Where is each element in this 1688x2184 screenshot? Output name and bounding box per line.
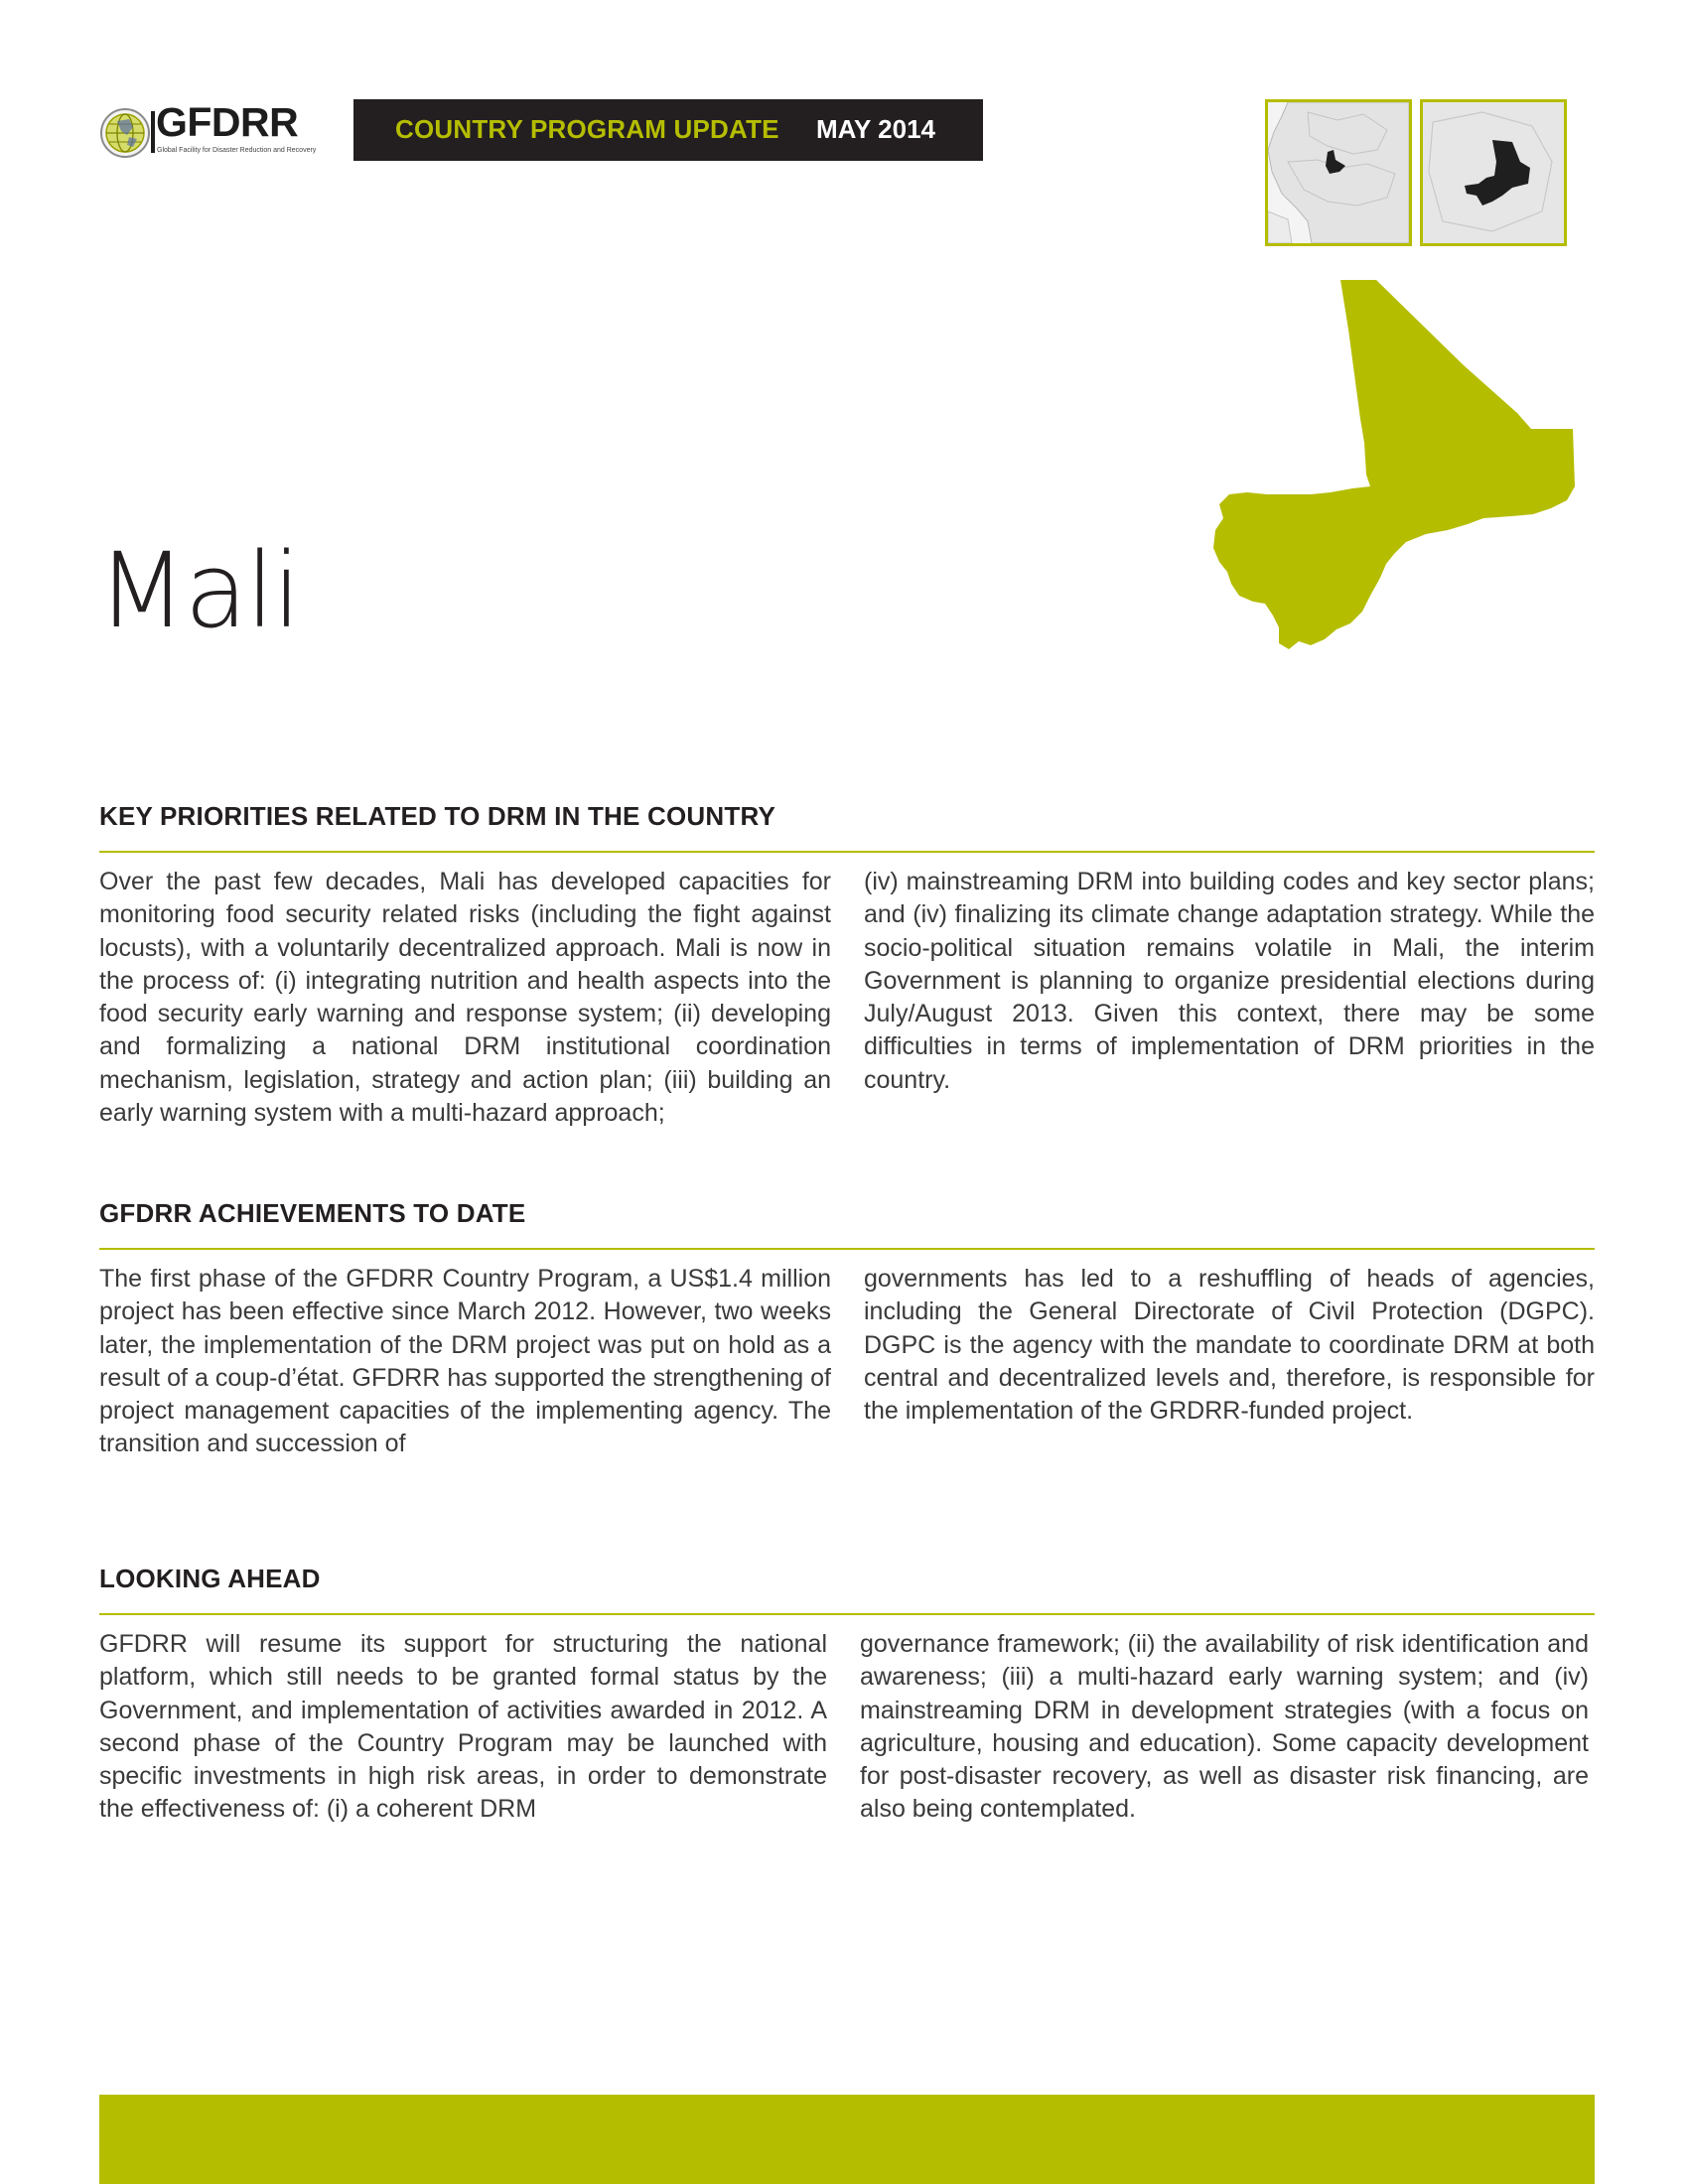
achievements-column-2: governments has led to a reshuffling of heads of agencies, including the General Directorate of Civil Protection (DGPC). DGPC is the agency with the mandate to coordinate DRM at both central and decentralized levels and, therefore, is responsible for the implementation of the GRDRR-funded project. [864, 1265, 1595, 1426]
key-priorities-column-1: Over the past few decades, Mali has developed capacities for monitoring food security related risks (including the fight against locusts), with a voluntarily decentralized approach. Mali is now in the process of: (i) integrating nutrition and health aspects into the food security early warning and response system; (ii) developing and formalizing a national DRM institutional coordination mechanism, legislation, strategy and action plan; (iii) building an early warning system with a multi-hazard approach; [99, 868, 831, 1128]
looking-ahead-column-1: GFDRR will resume its support for structuring the national platform, which still needs to be granted formal status by the Government, and implementation of activities awarded in 2012. A second phase of the Country Program may be launched with specific investments in high risk areas, in order to demonstrate the effectiveness of: (i) a coherent DRM [99, 1630, 827, 1824]
looking-ahead-column-2: governance framework; (ii) the availability of risk identification and awareness; (iii) a multi-hazard early warning system; and (iv) mainstreaming DRM in development strategies (with a focus on agriculture, housing and education). Some capacity development for post-disaster recovery, as well as disaster risk financing, are also being contemplated. [860, 1630, 1589, 1824]
banner-label: COUNTRY PROGRAM UPDATE [395, 114, 779, 144]
section-rule [99, 851, 1595, 853]
section-heading-key-priorities: KEY PRIORITIES RELATED TO DRM IN THE COUNTRY [99, 801, 775, 831]
section-rule [99, 1248, 1595, 1250]
section-heading-looking-ahead: LOOKING AHEAD [99, 1564, 321, 1593]
section-heading-achievements: GFDRR ACHIEVEMENTS TO DATE [99, 1198, 526, 1228]
region-locator-map [1420, 99, 1567, 246]
world-locator-map [1265, 99, 1412, 246]
achievements-column-1: The first phase of the GFDRR Country Program, a US$1.4 million project has been effective since March 2012. However, two weeks later, the implementation of the DRM project was put on hold as a result of a coup-d’état. GFDRR has supported the strengthening of project management capacities of the implementing agency. The transition and succession of [99, 1265, 831, 1458]
logo-divider [151, 111, 155, 153]
section-rule [99, 1613, 1595, 1615]
country-title: Mali [97, 530, 300, 651]
mali-map [1213, 280, 1575, 653]
banner-date: MAY 2014 [816, 114, 935, 144]
gfdrr-logo [99, 99, 320, 163]
key-priorities-column-2: (iv) mainstreaming DRM into building codes and key sector plans; and (iv) finalizing its climate change adaptation strategy. While the socio-political situation remains volatile in Mali, the interim Government is planning to organize presidential elections during July/August 2013. Given this context, there may be some difficulties in terms of implementation of DRM priorities in the country. [864, 868, 1595, 1094]
logo-tagline: Global Facility for Disaster Reduction and Recovery [157, 147, 317, 154]
logo-wordmark: GFDRR [156, 99, 299, 145]
header-banner [353, 99, 983, 161]
globe-icon [99, 107, 151, 159]
footer-band [99, 2095, 1595, 2184]
